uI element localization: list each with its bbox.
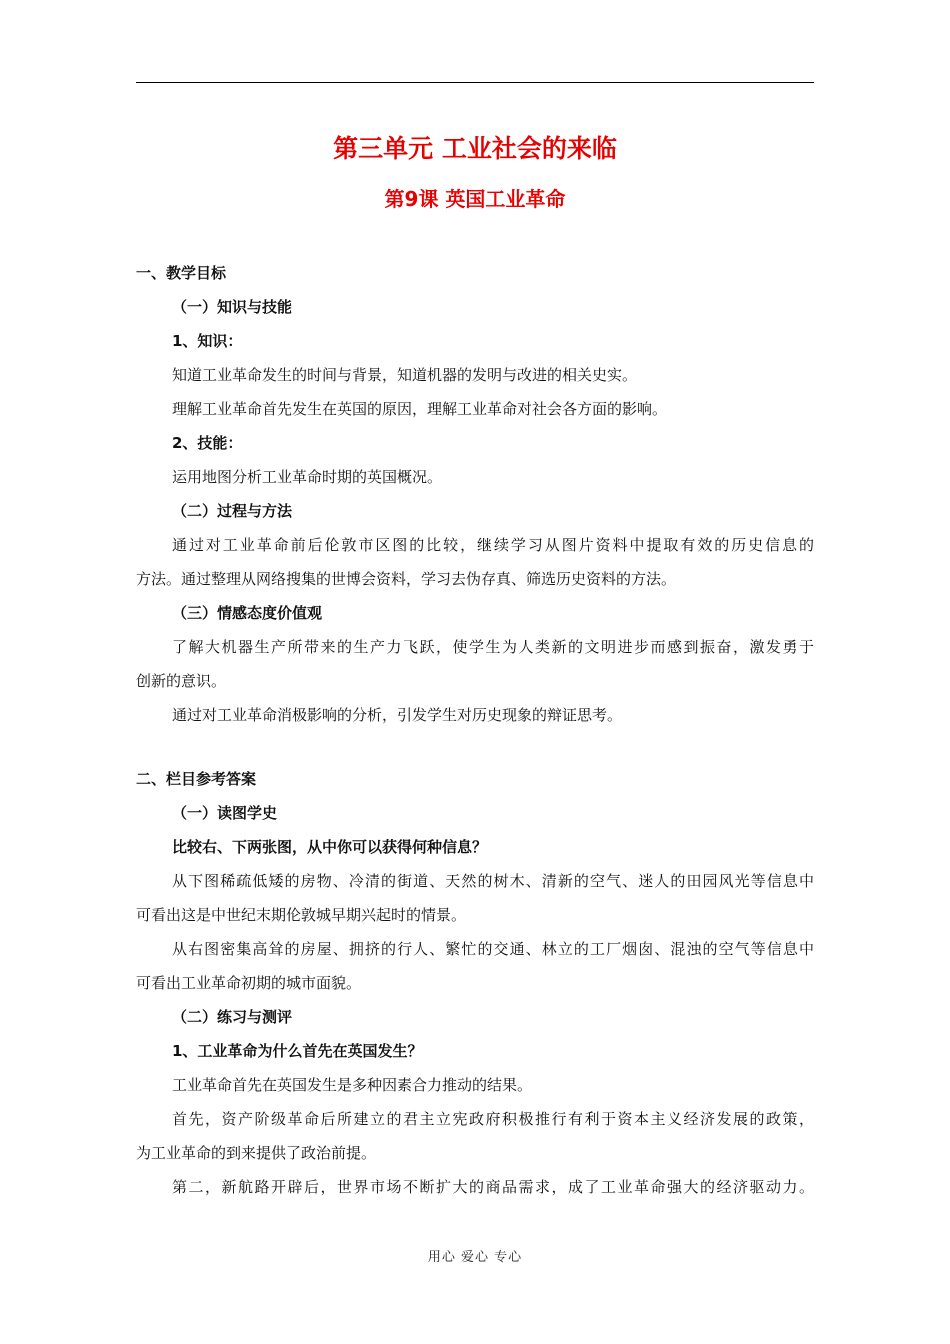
- section-heading: （一）知识与技能: [172, 298, 293, 316]
- paragraph-line: 第二，新航路开辟后，世界市场不断扩大的商品需求，成了工业革命强大的经济驱动力。: [172, 1178, 814, 1196]
- section-heading: （二）练习与测评: [172, 1008, 293, 1026]
- section-heading: 1、工业革命为什么首先在英国发生？: [172, 1042, 423, 1060]
- section-heading: （一）读图学史: [172, 804, 278, 822]
- section-heading: 1、知识：: [172, 332, 243, 350]
- spacer: [136, 732, 814, 762]
- paragraph-line: 可看出工业革命初期的城市面貌。: [136, 974, 362, 992]
- paragraph-line: 知道工业革命发生的时间与背景，知道机器的发明与改进的相关史实。: [172, 366, 638, 384]
- section-heading: （二）过程与方法: [172, 502, 293, 520]
- paragraph-line: 可看出这是中世纪末期伦敦城早期兴起时的情景。: [136, 906, 467, 924]
- paragraph-line: 从右图密集高耸的房屋、拥挤的行人、繁忙的交通、林立的工厂烟囱、混浊的空气等信息中: [172, 940, 814, 958]
- lesson-title: 第9课 英国工业革命: [384, 187, 566, 211]
- paragraph-line: 从下图稀疏低矮的房物、冷清的街道、天然的树木、清新的空气、迷人的田园风光等信息中: [172, 872, 814, 890]
- paragraph-line: 了解大机器生产所带来的生产力飞跃，使学生为人类新的文明进步而感到振奋，激发勇于: [172, 638, 814, 656]
- page-footer: 用心 爱心 专心: [427, 1250, 523, 1265]
- header-rule: [136, 82, 814, 83]
- paragraph-line: 创新的意识。: [136, 672, 227, 690]
- section-heading: 2、技能：: [172, 434, 243, 452]
- paragraph-line: 首先，资产阶级革命后所建立的君主立宪政府积极推行有利于资本主义经济发展的政策，: [172, 1110, 814, 1128]
- paragraph-line: 通过对工业革命前后伦敦市区图的比较，继续学习从图片资料中提取有效的历史信息的: [172, 536, 814, 554]
- section-heading: 二、栏目参考答案: [136, 770, 257, 788]
- paragraph-line: 运用地图分析工业革命时期的英国概况。: [172, 468, 443, 486]
- document-body: [136, 256, 814, 1204]
- paragraph-line: 工业革命首先在英国发生是多种因素合力推动的结果。: [172, 1076, 533, 1094]
- section-heading: （三）情感态度价值观: [172, 604, 323, 622]
- paragraph-line: 通过对工业革命消极影响的分析，引发学生对历史现象的辩证思考。: [172, 706, 623, 724]
- section-heading: 一、教学目标: [136, 264, 227, 282]
- paragraph-line: 为工业革命的到来提供了政治前提。: [136, 1144, 377, 1162]
- paragraph-line: 方法。通过整理从网络搜集的世博会资料，学习去伪存真、筛选历史资料的方法。: [136, 570, 677, 588]
- paragraph-line: 理解工业革命首先发生在英国的原因，理解工业革命对社会各方面的影响。: [172, 400, 668, 418]
- unit-title: 第三单元 工业社会的来临: [333, 134, 617, 163]
- section-heading: 比较右、下两张图，从中你可以获得何种信息？: [172, 838, 488, 856]
